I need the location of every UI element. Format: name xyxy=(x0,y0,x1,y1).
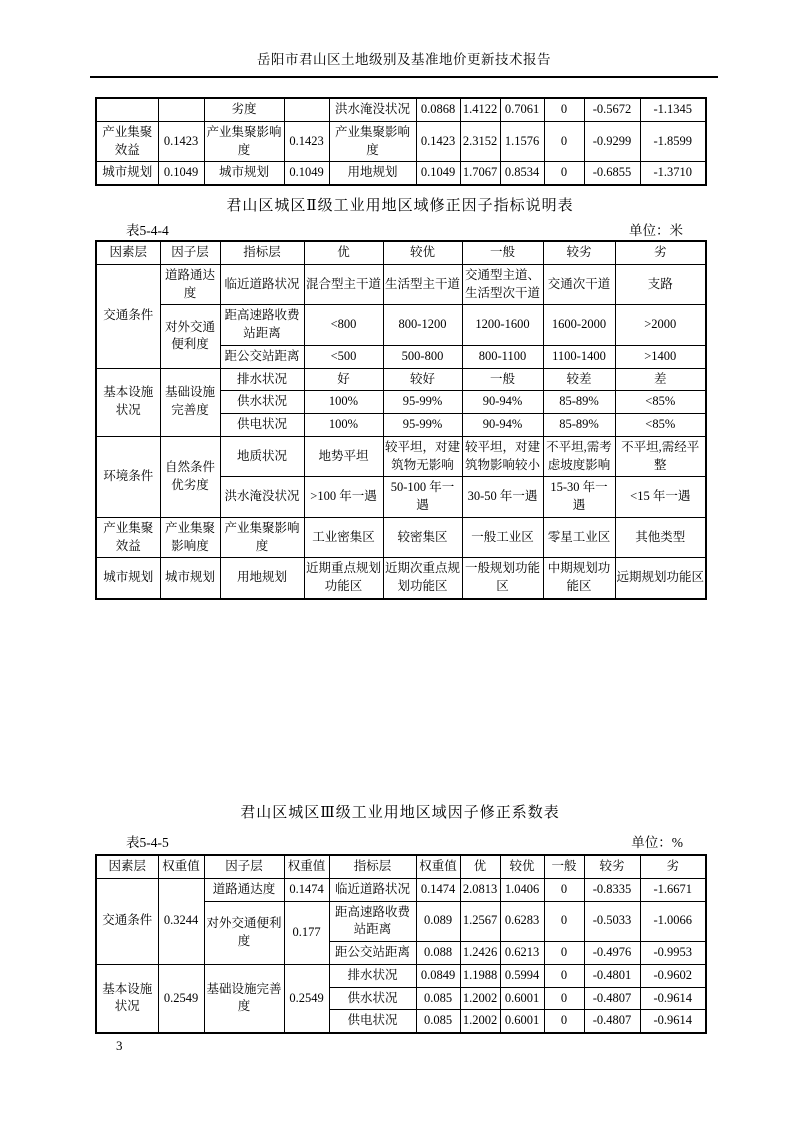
table-cell xyxy=(284,98,329,121)
table-cell: >100 年一遇 xyxy=(304,477,383,518)
table-cell: 0.6213 xyxy=(500,942,544,965)
table-cell: 产业集聚影响度 xyxy=(204,121,284,162)
table-cell: 工业密集区 xyxy=(304,517,383,558)
column-header-cell: 优 xyxy=(304,241,383,264)
table-cell: 0.088 xyxy=(416,942,460,965)
column-header-cell: 较优 xyxy=(383,241,462,264)
table-cell: 排水状况 xyxy=(220,368,304,391)
table-cell: 用地规划 xyxy=(220,558,304,599)
table-cell: 2.3152 xyxy=(460,121,500,162)
page-header xyxy=(90,48,718,78)
table-cell: -0.4801 xyxy=(584,964,640,987)
table-cell: 混合型主干道 xyxy=(304,264,383,305)
table-cell: 交通条件 xyxy=(96,878,158,964)
table-cell: 较好 xyxy=(383,368,462,391)
table-cell: 中期规划功能区 xyxy=(543,558,615,599)
table-cell: 基础设施完善度 xyxy=(204,964,284,1033)
table-cell: 产业集聚效益 xyxy=(96,517,160,558)
table-cell: 基本设施状况 xyxy=(96,964,158,1033)
table-row xyxy=(96,517,706,558)
table-cell: 供电状况 xyxy=(329,1010,416,1033)
table-cell: 交通条件 xyxy=(96,264,160,368)
column-header-cell: 权重值 xyxy=(284,855,329,878)
table-row xyxy=(96,121,706,162)
table-cell: 0 xyxy=(544,1010,584,1033)
table-cell: 支路 xyxy=(615,264,706,305)
table-cell: 零星工业区 xyxy=(543,517,615,558)
table-row xyxy=(96,368,706,391)
table-cell: 不平坦,需经平整 xyxy=(615,436,706,477)
table-cell: 洪水淹没状况 xyxy=(220,477,304,518)
table-cell: -1.1345 xyxy=(640,98,706,121)
table-cell: <15 年一遇 xyxy=(615,477,706,518)
table-cell: 0.089 xyxy=(416,901,460,942)
table-cell: -0.9602 xyxy=(640,964,706,987)
table-cell: 排水状况 xyxy=(329,964,416,987)
column-header-cell: 权重值 xyxy=(416,855,460,878)
table-cell: 0.6001 xyxy=(500,1010,544,1033)
table-cell: 供水状况 xyxy=(220,391,304,414)
table-cell: >2000 xyxy=(615,305,706,346)
table-cell: 1.1988 xyxy=(460,964,500,987)
table-body xyxy=(96,98,706,185)
table-cell: <85% xyxy=(615,391,706,414)
table-cell: -1.0066 xyxy=(640,901,706,942)
table-cell: 30-50 年一遇 xyxy=(462,477,543,518)
table-cell: 产业集聚效益 xyxy=(96,121,158,162)
table-5-4-4-title: 君山区城区Ⅱ级工业用地区域修正因子指标说明表 xyxy=(226,198,574,214)
column-header-cell: 指标层 xyxy=(329,855,416,878)
table-cell: 1.1576 xyxy=(500,121,544,162)
table-cell: 0.1423 xyxy=(284,121,329,162)
table-cell: -0.4807 xyxy=(584,987,640,1010)
table-cell: 90-94% xyxy=(462,391,543,414)
table-cell: 距高速路收费站距离 xyxy=(220,305,304,346)
table-cell: 城市规划 xyxy=(160,558,220,599)
table-cell: 0 xyxy=(544,901,584,942)
table-level3-correction-coefficients xyxy=(95,854,707,1034)
table-row xyxy=(96,264,706,305)
table-level2-indicator-description xyxy=(95,240,707,600)
table-cell: -0.9614 xyxy=(640,987,706,1010)
table-cell: 距公交站距离 xyxy=(220,345,304,368)
table-cell: 一般 xyxy=(462,368,543,391)
table-cell: 地质状况 xyxy=(220,436,304,477)
table-cell: 好 xyxy=(304,368,383,391)
table-cell: 1.4122 xyxy=(460,98,500,121)
table-cell: 不平坦,需考虑坡度影响 xyxy=(543,436,615,477)
table-5-4-4-caption xyxy=(95,219,705,239)
table-body xyxy=(96,241,706,599)
table-cell: -1.8599 xyxy=(640,121,706,162)
table-cell: 产业集聚影响度 xyxy=(160,517,220,558)
table-cell: 洪水淹没状况 xyxy=(329,98,416,121)
table-cell: 远期规划功能区 xyxy=(615,558,706,599)
table-cell: 环境条件 xyxy=(96,436,160,517)
table-cell: -0.6855 xyxy=(584,162,640,185)
table-cell: <85% xyxy=(615,414,706,437)
column-header-cell: 因素层 xyxy=(96,855,158,878)
table-cell: 较差 xyxy=(543,368,615,391)
table-cell: 0 xyxy=(544,987,584,1010)
table-cell: 交通次干道 xyxy=(543,264,615,305)
table-cell: 产业集聚影响度 xyxy=(329,121,416,162)
table-cell: 较密集区 xyxy=(383,517,462,558)
table-cell xyxy=(158,98,204,121)
table-cell: 城市规划 xyxy=(204,162,284,185)
table-5-4-5-caption xyxy=(95,831,705,851)
table-5-4-5-label: 表5-4-5 xyxy=(126,835,169,850)
table-cell: 对外交通便利度 xyxy=(204,901,284,964)
table-cell: 供电状况 xyxy=(220,414,304,437)
table-cell: 基本设施状况 xyxy=(96,368,160,436)
table-cell: 1600-2000 xyxy=(543,305,615,346)
column-header-cell: 较优 xyxy=(500,855,544,878)
table-cell: 距高速路收费站距离 xyxy=(329,901,416,942)
table-cell: 0.2549 xyxy=(284,964,329,1033)
table-header-row xyxy=(96,855,706,878)
table-header-row xyxy=(96,241,706,264)
column-header-cell: 劣 xyxy=(615,241,706,264)
table-cell: 基础设施完善度 xyxy=(160,368,220,436)
table-cell: 0.7061 xyxy=(500,98,544,121)
column-header-cell: 指标层 xyxy=(220,241,304,264)
table-cell: 1.7067 xyxy=(460,162,500,185)
table-cell: 0 xyxy=(544,878,584,901)
table-cell: 城市规划 xyxy=(96,162,158,185)
table-cell: 1.2567 xyxy=(460,901,500,942)
column-header-cell: 优 xyxy=(460,855,500,878)
column-header-cell: 因素层 xyxy=(96,241,160,264)
table-row xyxy=(96,436,706,477)
table-cell: 差 xyxy=(615,368,706,391)
table-cell: 1200-1600 xyxy=(462,305,543,346)
table-cell: 对外交通便利度 xyxy=(160,305,220,368)
table-cell: -0.9614 xyxy=(640,1010,706,1033)
table-cell: -0.5033 xyxy=(584,901,640,942)
table-cell: 90-94% xyxy=(462,414,543,437)
table-cell: 临近道路状况 xyxy=(220,264,304,305)
table-cell: -0.4976 xyxy=(584,942,640,965)
table-cell: 距公交站距离 xyxy=(329,942,416,965)
table-cell: 近期次重点规划功能区 xyxy=(383,558,462,599)
table-cell: 0.3244 xyxy=(158,878,204,964)
table-cell: 1.2002 xyxy=(460,1010,500,1033)
table-cell: -0.9953 xyxy=(640,942,706,965)
table-cell: 95-99% xyxy=(383,414,462,437)
table-cell: 0.1423 xyxy=(158,121,204,162)
table-cell: 较平坦，对建筑物影响较小 xyxy=(462,436,543,477)
table-cell: -0.4807 xyxy=(584,1010,640,1033)
table-cell: 0.1423 xyxy=(416,121,460,162)
table-cell: 近期重点规划功能区 xyxy=(304,558,383,599)
column-header-cell: 一般 xyxy=(462,241,543,264)
table-cell: -0.8335 xyxy=(584,878,640,901)
table-cell: 0 xyxy=(544,942,584,965)
table-cell: 85-89% xyxy=(543,391,615,414)
table-cell: 800-1200 xyxy=(383,305,462,346)
table-cell: 0.1049 xyxy=(284,162,329,185)
table-cell: 0 xyxy=(544,121,584,162)
table-5-4-5-unit: 单位：% xyxy=(631,835,683,850)
column-header-cell: 因子层 xyxy=(204,855,284,878)
table-cell: 100% xyxy=(304,391,383,414)
table-row xyxy=(96,305,706,346)
table-cell: 0.1049 xyxy=(416,162,460,185)
column-header-cell: 权重值 xyxy=(158,855,204,878)
table-body xyxy=(96,855,706,1033)
table-cell: 用地规划 xyxy=(329,162,416,185)
table-row xyxy=(96,878,706,901)
table-cell: 0 xyxy=(544,162,584,185)
table-cell: 0.085 xyxy=(416,987,460,1010)
table-cell: 供水状况 xyxy=(329,987,416,1010)
table-cell: 50-100 年一遇 xyxy=(383,477,462,518)
table-cell: 1.0406 xyxy=(500,878,544,901)
table-cell: <500 xyxy=(304,345,383,368)
table-cell: 劣度 xyxy=(204,98,284,121)
table-cell: 85-89% xyxy=(543,414,615,437)
table-cell: 0 xyxy=(544,964,584,987)
column-header-cell: 因子层 xyxy=(160,241,220,264)
column-header-cell: 一般 xyxy=(544,855,584,878)
table-row xyxy=(96,98,706,121)
table-5-4-5-title: 君山区城区Ⅲ级工业用地区域因子修正系数表 xyxy=(240,805,560,821)
table-cell: -0.9299 xyxy=(584,121,640,162)
table-cell: -1.3710 xyxy=(640,162,706,185)
table-cell xyxy=(96,98,158,121)
table-cell: 0.1474 xyxy=(416,878,460,901)
table-cell: 95-99% xyxy=(383,391,462,414)
table-cell: 0.2549 xyxy=(158,964,204,1033)
table-cell: 道路通达度 xyxy=(204,878,284,901)
table-level2-coefficients-continued xyxy=(95,97,707,186)
table-cell: 0 xyxy=(544,98,584,121)
table-cell: 地势平坦 xyxy=(304,436,383,477)
table-cell: 1100-1400 xyxy=(543,345,615,368)
table-row xyxy=(96,162,706,185)
table-cell: 100% xyxy=(304,414,383,437)
table-cell: -1.6671 xyxy=(640,878,706,901)
report-title: 岳阳市君山区土地级别及基准地价更新技术报告 xyxy=(257,52,551,67)
table-cell: -0.5672 xyxy=(584,98,640,121)
table-cell: 一般规划功能区 xyxy=(462,558,543,599)
table-cell: <800 xyxy=(304,305,383,346)
table-cell: 1.2002 xyxy=(460,987,500,1010)
table-cell: >1400 xyxy=(615,345,706,368)
table-cell: 其他类型 xyxy=(615,517,706,558)
table-cell: 城市规划 xyxy=(96,558,160,599)
table-cell: 0.0849 xyxy=(416,964,460,987)
table-cell: 1.2426 xyxy=(460,942,500,965)
table-cell: 0.1474 xyxy=(284,878,329,901)
table-cell: 自然条件优劣度 xyxy=(160,436,220,517)
table-cell: 临近道路状况 xyxy=(329,878,416,901)
table-cell: 生活型主干道 xyxy=(383,264,462,305)
column-header-cell: 劣 xyxy=(640,855,706,878)
table-cell: 产业集聚影响度 xyxy=(220,517,304,558)
column-header-cell: 较劣 xyxy=(543,241,615,264)
table-cell: 0.8534 xyxy=(500,162,544,185)
table-cell: 2.0813 xyxy=(460,878,500,901)
table-cell: 15-30 年一遇 xyxy=(543,477,615,518)
table-cell: 0.1049 xyxy=(158,162,204,185)
table-row xyxy=(96,964,706,987)
table-cell: 0.0868 xyxy=(416,98,460,121)
table-cell: 500-800 xyxy=(383,345,462,368)
table-cell: 交通型主道、生活型次干道 xyxy=(462,264,543,305)
table-cell: 800-1100 xyxy=(462,345,543,368)
table-5-4-4-unit: 单位：米 xyxy=(629,223,683,238)
table-5-4-4-label: 表5-4-4 xyxy=(126,223,169,238)
table-cell: 较平坦，对建筑物无影响 xyxy=(383,436,462,477)
table-cell: 0.085 xyxy=(416,1010,460,1033)
table-cell: 道路通达度 xyxy=(160,264,220,305)
table-cell: 一般工业区 xyxy=(462,517,543,558)
page-number: 3 xyxy=(116,1038,123,1053)
table-cell: 0.177 xyxy=(284,901,329,964)
table-cell: 0.5994 xyxy=(500,964,544,987)
table-row xyxy=(96,558,706,599)
column-header-cell: 较劣 xyxy=(584,855,640,878)
table-cell: 0.6283 xyxy=(500,901,544,942)
table-cell: 0.6001 xyxy=(500,987,544,1010)
